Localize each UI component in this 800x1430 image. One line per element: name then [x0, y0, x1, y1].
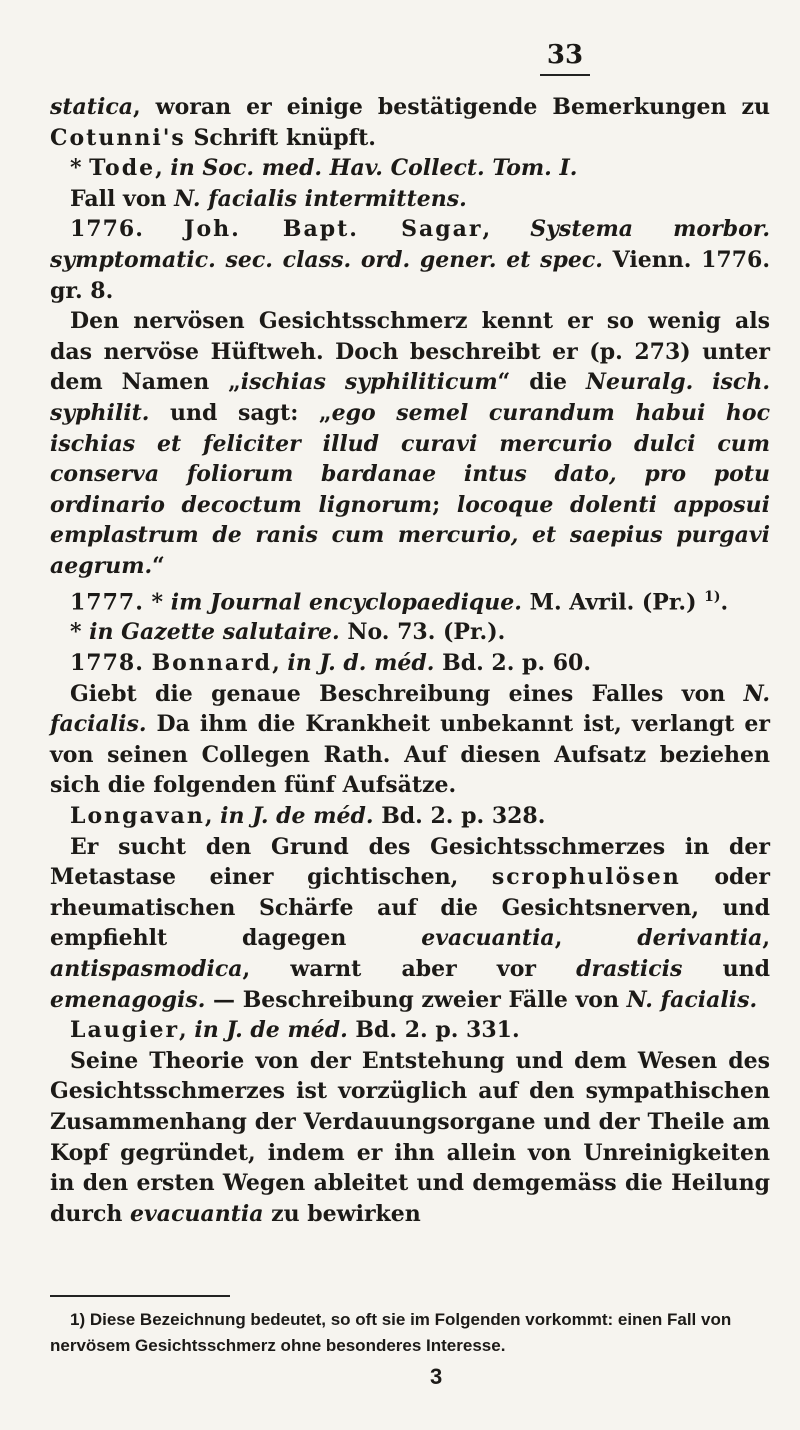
- text-run: und: [682, 955, 770, 982]
- author-name: Tode: [89, 155, 156, 182]
- text-run: *: [70, 155, 90, 182]
- entry-year: 1778.: [70, 650, 144, 677]
- paragraph-bonnard-description: [50, 679, 770, 801]
- text-run: ,: [272, 650, 288, 677]
- author-name: Joh. Bapt. Sagar: [184, 216, 483, 243]
- text-run: ,: [554, 925, 638, 952]
- italic-text: emenagogis.: [50, 986, 206, 1013]
- text-run: , woran er einige bestätigende Bemerkungen zu: [132, 94, 770, 120]
- text-run: Bd. 2. p. 328.: [373, 802, 546, 829]
- italic-text: ischias syphiliticum: [240, 369, 498, 396]
- italic-text: Neuralg. isch. syphilit.: [50, 369, 770, 426]
- text-run: und sagt: „: [149, 399, 332, 426]
- page-number-rule: [540, 74, 590, 76]
- text-run: ,: [762, 925, 770, 952]
- italic-text: evacuantia: [421, 925, 555, 952]
- text-run: *: [70, 619, 90, 646]
- text-run: Bd. 2. p. 331.: [347, 1017, 520, 1044]
- italic-text: in J. de méd.: [194, 1017, 348, 1044]
- italic-text: im Journal encyclopaedique.: [170, 588, 522, 615]
- italic-text: in J. de méd.: [220, 802, 374, 829]
- page-number: 33: [546, 40, 584, 70]
- entry-1776-sagar: [50, 214, 770, 306]
- italic-text: in Gazette salutaire.: [89, 619, 340, 646]
- text-run: Den nervösen Gesichtsschmerz kennt er so wenig als das nervöse Hüftweh. Doch beschreibt er (p. 273) unter dem Namen „: [50, 308, 770, 396]
- text-run: [144, 650, 152, 676]
- italic-text: Systema morbor. symptomatic. sec. class. ord. gener. et spec.: [50, 216, 770, 273]
- footnotes: [50, 1307, 770, 1359]
- text-run: Er sucht den Grund des Gesichtsschmerzes in der Metastase einer gichtischen,: [50, 833, 770, 891]
- italic-text: derivantia: [637, 925, 763, 952]
- text-run: Seine Theorie von der Entstehung und dem Wesen des Gesichtsschmerzes ist vorzüglich auf den sympathischen Zusammenhang der Verdauungsorgane und der Theile am Kopf gegründet, indem er ihn allein von Unreinigkeiten in den ersten Wegen ableitet und demgemäss die Heilung durch: [50, 1047, 770, 1227]
- entry-tode: [50, 153, 770, 184]
- entry-gazette-salutaire: [50, 617, 770, 648]
- paragraph-statica: [50, 92, 770, 153]
- text-run: oder rheumatischen Schärfe auf die Gesichtsnerven, und empfiehlt dagegen: [50, 864, 770, 952]
- italic-text: drasticis: [576, 955, 683, 982]
- entry-year: 1777.: [70, 588, 144, 615]
- text-run: “: [152, 552, 165, 579]
- footnote-rule: [50, 1295, 230, 1297]
- text-run: , warnt aber vor: [242, 955, 577, 982]
- footnote-1: [50, 1307, 770, 1359]
- entry-year: 1776.: [70, 216, 144, 243]
- italic-text: in Soc. med. Hav. Collect. Tom. I.: [170, 155, 578, 182]
- italic-text: N. facialis.: [626, 986, 758, 1013]
- author-name: Cotunni's: [50, 124, 186, 151]
- text-run: ,: [482, 216, 531, 243]
- printer-signature-mark: 3: [430, 1364, 443, 1389]
- entry-tode-note: [50, 184, 770, 215]
- body-text: [50, 92, 770, 1229]
- entry-1777-journal: [50, 582, 770, 618]
- text-run: *: [143, 588, 171, 615]
- text-run: ,: [155, 155, 171, 182]
- text-run: Schrift knüpft.: [185, 124, 376, 151]
- text-run: M. Avril. (Pr.): [521, 588, 705, 615]
- text-run: Fall von: [70, 185, 175, 212]
- text-run: No. 73. (Pr.).: [339, 619, 506, 646]
- text-run: Da ihm die Krankheit unbekannt ist, verlangt er von seinen Collegen Rath. Auf diesen Aufsatz beziehen sich die folgenden fünf Aufsätze.: [50, 711, 770, 799]
- author-name: scrophulösen: [491, 864, 681, 891]
- italic-text: evacuantia: [130, 1200, 264, 1227]
- text-run: [144, 216, 184, 242]
- italic-text: locoque dolenti apposui emplastrum de ranis cum mercurio, et saepius purgavi aegrum.: [50, 491, 771, 579]
- paragraph-laugier-description: [50, 1046, 770, 1230]
- italic-text: N. facialis.: [50, 680, 770, 738]
- italic-text: antispasmodica: [50, 955, 243, 982]
- entry-longavan: [50, 801, 770, 832]
- italic-text: N. facialis intermittens.: [174, 185, 467, 212]
- text-run: Giebt die genaue Beschreibung eines Falles von: [70, 680, 744, 707]
- text-run: ;: [432, 491, 457, 518]
- author-name: Laugier: [70, 1017, 180, 1044]
- text-run: ,: [204, 802, 221, 829]
- text-run: — Beschreibung zweier Fälle von: [205, 986, 627, 1013]
- text-run: .: [720, 588, 729, 615]
- text-run: Bd. 2. p. 60.: [434, 650, 592, 677]
- italic-text: ego semel curandum habui hoc ischias et feliciter illud curavi mercurio dulci cum conserva foliorum bardanae intus dato, pro potu ordinario decoctum lignorum: [50, 399, 770, 518]
- author-name: Bonnard: [151, 650, 273, 677]
- italic-text: in J. d. méd.: [287, 650, 435, 677]
- paragraph-longavan-description: [50, 832, 770, 1016]
- text-run: Vienn. 1776. gr. 8.: [50, 246, 770, 304]
- entry-laugier: [50, 1015, 770, 1046]
- text-run: “ die: [497, 369, 586, 396]
- text-run: ,: [179, 1017, 195, 1044]
- entry-1778-bonnard: [50, 648, 770, 679]
- author-name: Longavan: [70, 802, 205, 829]
- footnote-ref: 1): [704, 588, 721, 605]
- text-run: 1) Diese Bezeichnung bedeutet, so oft sie im Folgenden vorkommt: einen Fall von nervösem Gesichtsschmerz ohne besonderes Interesse.: [50, 1310, 732, 1355]
- paragraph-sagar-description: [50, 306, 770, 581]
- text-run: zu bewirken: [263, 1200, 421, 1227]
- italic-text: statica: [50, 94, 133, 120]
